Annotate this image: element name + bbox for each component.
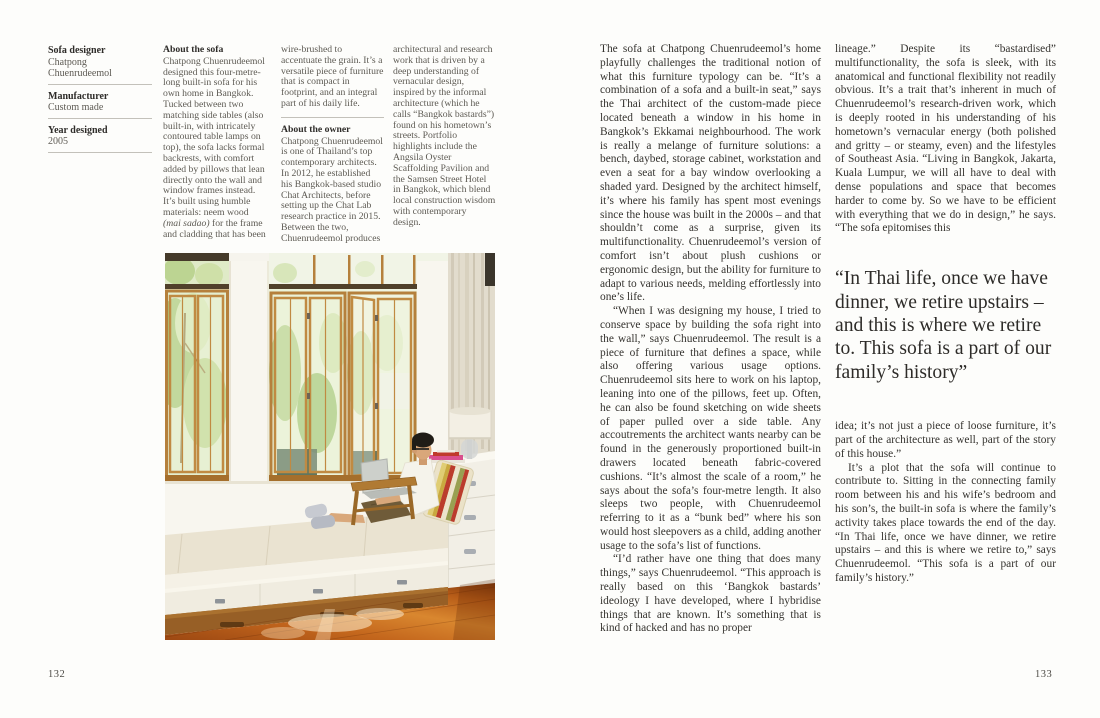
article-paragraph: “I’d rather have one thing that does many things,” says Chuenrudeemol. “This approach is really based on this ‘Bangkok bastards’ ideology I have developed, where I hybridise things that are known. It’s something that is kind of hacked and has no proper: [600, 553, 821, 635]
window-left: [165, 289, 229, 481]
spec-entry-year: [48, 125, 152, 153]
pull-quote: “In Thai life, once we have dinner, we retire upstairs – and this is where we retire to. This sofa is a part of our family’s history”: [835, 268, 1052, 383]
italic-term: (mai sadao): [163, 217, 210, 229]
article-paragraph: “When I was designing my house, I tried to conserve space by building the sofa right into the wall,” says Chuenrudeemol. The result is a piece of furniture that defines a space, while also offering various usage options. Chuenrudeemol sits here to work on his laptop, leaning into one of the pillows, feet up. Often, he can also be found sketching on wide sheets of paper pulled over a side table. Any accoutrements the architect wants nearby can be found in the generously proportioned built-in drawers located beneath fabric-covered cushions. “It’s almost the scale of a room,” he says about the sofa’s four-metre length. It also sleeps two people, with Chuenrudeemol referring to it as a “bunk bed” where his son would host sleepovers as a child, adding another usage to the sofa’s list of functions.: [600, 305, 821, 552]
sofa-photo-illustration: [165, 253, 495, 640]
page-number-right: 133: [1035, 669, 1053, 680]
page-number-left: 132: [48, 669, 66, 680]
article-column-1: [600, 43, 821, 636]
article-paragraph: The sofa at Chatpong Chuenrudeemol’s home playfully challenges the traditional notion of what this furniture typology can be. “It’s a combination of a sofa and a built-in seat,” says the Thai architect of the custom-made piece located beneath a window in his home in Bangkok’s Ekkamai neighbourhood. The work is really a melange of furniture solutions: a bench, daybed, storage cabinet, workstation and even a seat for a bay window overlooking a shaded yard. Designed by the architect himself, it’s where his family has spent most evenings since the house was built in the 2000s – and that shouldn’t come as a surprise, given its multifunctionality. Chuenrudeemol’s version of comfort isn’t about plush cushions or ergonomic design, but the ability for furniture to adapt to various needs, melding effortlessly into one’s life.: [600, 43, 821, 304]
spec-label: Year designed: [48, 124, 108, 136]
article-column-2: [835, 43, 1056, 586]
spec-sidebar: [48, 45, 152, 159]
about-sofa-text: Chatpong Chuenrudeemol designed this four-metre-long built-in sofa for his own home in Bangkok. Tucked between two matching side tables (also built-in, with intricately contoured table lamps on top), the sofa lacks formal backrests, with comfort added by pillows that lean directly onto the wall and window frames instead. It’s built using humble materials: neem wood (mai sadao) for the frame and cladding that has been: [163, 55, 266, 240]
spec-entry-designer: [48, 45, 152, 85]
about-sofa-heading: About the sofa: [163, 44, 224, 55]
about-owner-block: [281, 117, 384, 245]
about-middle-column: [281, 45, 384, 245]
article-paragraph: lineage.” Despite its “bastardised” multifunctionality, the sofa is sleek, with its anatomical and functional flexibility not readily obvious. It’s a trait that’s inherent in much of Chuenrudeemol’s research-driven work, which is deeply rooted in his understanding of his hometown’s vernacular energy (both polished and gritty – or steamy, even) and the lifestyles of Southeast Asia. “Living in Bangkok, Jakarta, Kuala Lumpur, we will all have to deal with dense populations and space that becomes harder to come by. So we have to be efficient with everything that we do in design,” he says. “The sofa epitomises this: [835, 43, 1056, 235]
about-owner-continuation-column: [393, 45, 496, 229]
spec-value: 2005: [48, 136, 68, 147]
spec-entry-manufacturer: [48, 91, 152, 119]
window-right: [347, 289, 417, 481]
sofa-photograph: [165, 253, 495, 640]
spec-label: Sofa designer: [48, 45, 106, 56]
article-paragraph: idea; it’s not just a piece of loose furniture, it’s part of the architecture as well, part of the story of this house.”: [835, 420, 1056, 460]
transom-windows: [165, 253, 450, 289]
about-owner-text: Chatpong Chuenrudeemol is one of Thailand’s top contemporary architects. In 2012, he established his Bangkok-based studio Chat Architects, before setting up the Chat Lab research practice in 2015. Between the two, Chuenrudeemol produces: [281, 135, 383, 244]
about-owner-continuation: architectural and research work that is driven by a deep understanding of vernacular design, inspired by the informal architecture (which he calls “Bangkok bastards”) found on his hometown’s streets. Portfolio highlights include the Angsila Oyster Scaffolding Pavilion and the Samsen Street Hotel in Bangkok, which blend local construction wisdom with contemporary design.: [393, 44, 496, 228]
spec-label: Manufacturer: [48, 90, 109, 102]
window-middle: [269, 289, 347, 481]
spec-value: Chatpong Chuenrudeemol: [48, 56, 112, 79]
spec-value: Custom made: [48, 102, 104, 113]
article-paragraph: It’s a plot that the sofa will continue to contribute to. Sitting in the connecting family room between his and his wife’s bedroom and his son’s, the built-in sofa is where the family’s activity takes place towards the end of the day. “In Thai life, once we have dinner, we retire upstairs – and this is where we retire to,” says Chuenrudeemol. “This sofa is a part of our family’s history.”: [835, 461, 1056, 584]
about-sofa-column: [163, 45, 267, 240]
about-sofa-continuation: wire-brushed to accentuate the grain. It’s a versatile piece of furniture that is compact in footprint, and an integral part of his daily life.: [281, 44, 384, 109]
about-owner-heading: About the owner: [281, 123, 351, 135]
